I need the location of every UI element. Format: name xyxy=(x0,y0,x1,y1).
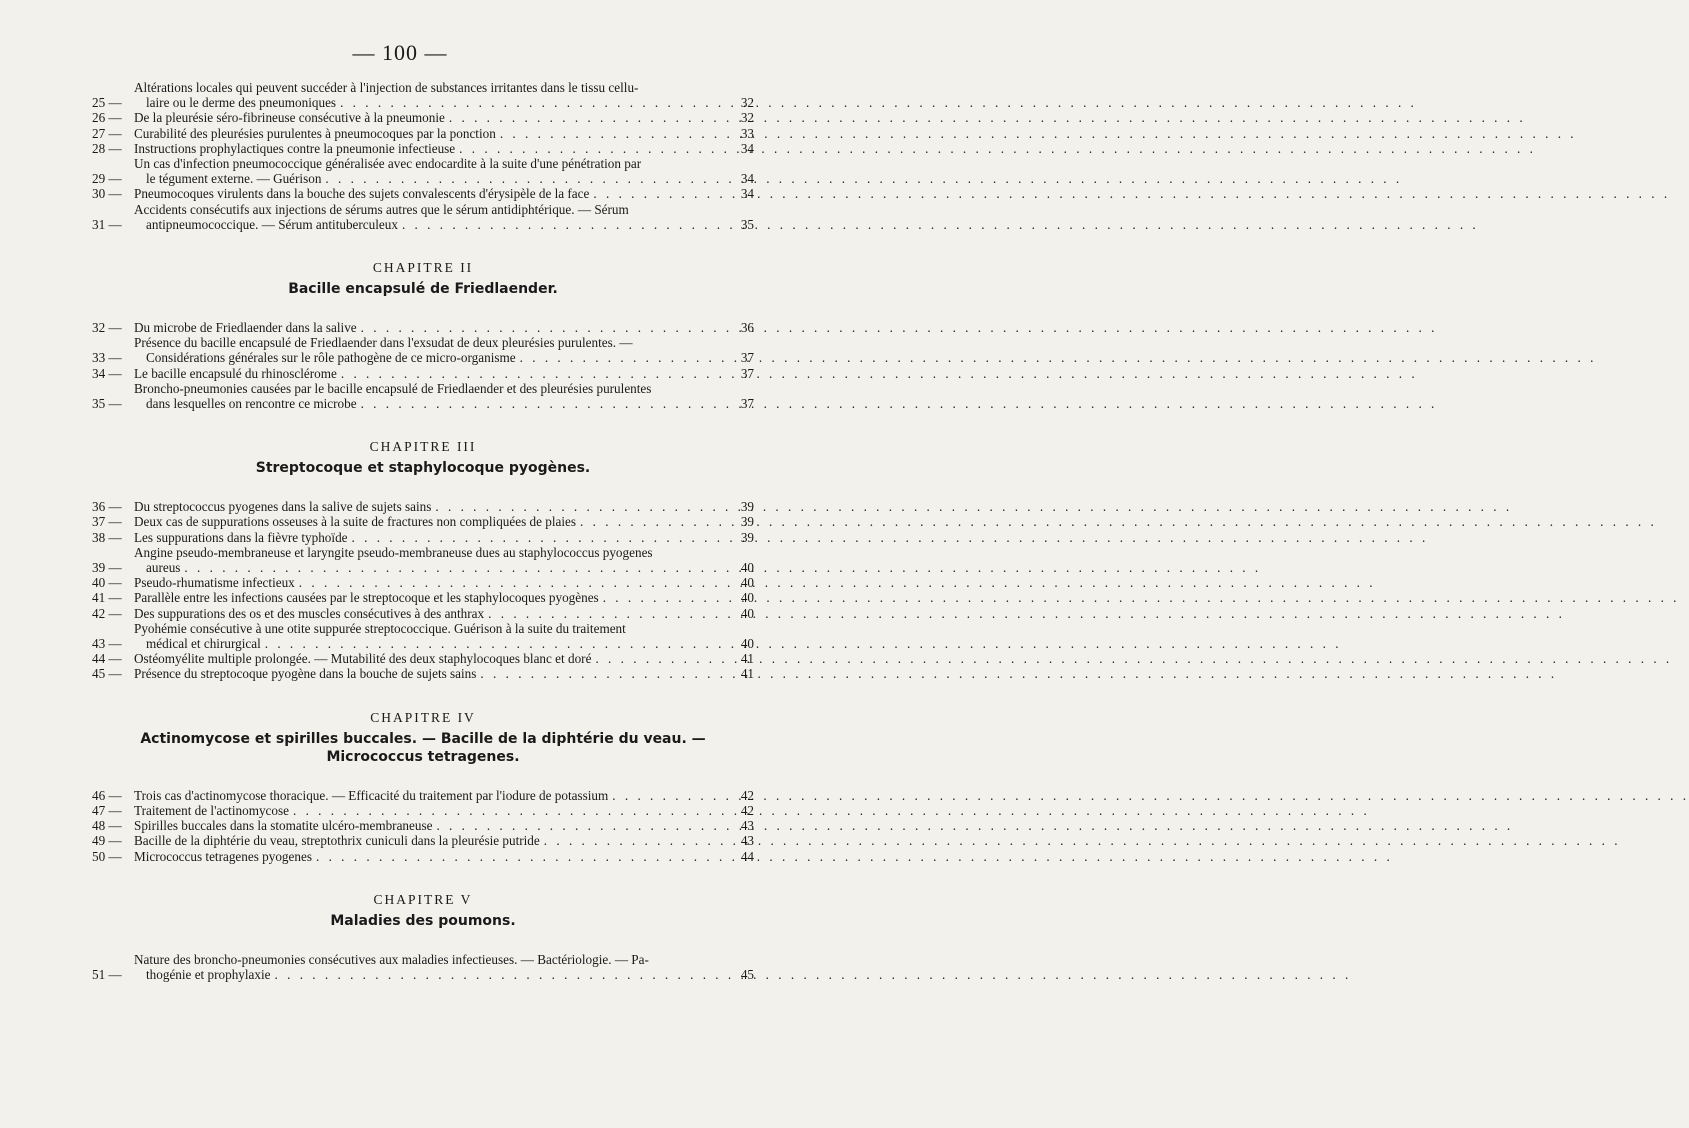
entry-number: 28 — xyxy=(92,140,122,156)
entry-page-number: 40 xyxy=(740,575,754,591)
toc-entry[interactable] xyxy=(92,366,754,381)
toc-entry[interactable] xyxy=(92,530,754,545)
dot-leader xyxy=(316,849,1393,864)
entry-page-number: 43 xyxy=(740,833,754,849)
entry-number: 51 — xyxy=(92,966,122,982)
toc-entry[interactable] xyxy=(92,335,754,365)
entry-page-number: 42 xyxy=(740,802,754,818)
entry-leader-line xyxy=(134,788,730,803)
entry-title-end: dans lesquelles on rencontre ce microbe xyxy=(146,396,357,412)
chapter-title: Streptocoque et staphylocoque pyogènes. xyxy=(255,460,591,477)
entry-body xyxy=(134,803,730,818)
toc-entry[interactable] xyxy=(92,803,754,818)
dot-leader xyxy=(340,95,1417,110)
entry-leader-line xyxy=(134,366,730,381)
dot-leader xyxy=(480,666,1557,681)
toc-entry[interactable] xyxy=(92,952,754,982)
entry-page-number: 40 xyxy=(740,605,754,621)
entry-body xyxy=(134,335,730,365)
entry-page-number: 35 xyxy=(740,216,754,232)
entry-leader-line xyxy=(134,126,730,141)
dot-leader xyxy=(544,833,1621,848)
entry-title-end: Présence du streptocoque pyogène dans la bouche de sujets sains xyxy=(134,666,477,682)
entry-number: 42 — xyxy=(92,605,122,621)
entry-leader-line xyxy=(134,217,730,232)
toc-entry[interactable] xyxy=(92,590,754,605)
chapter-title: Maladies des poumons. xyxy=(330,912,516,929)
entry-leader-line xyxy=(134,666,730,681)
entry-body xyxy=(134,141,730,156)
entry-title-end: Du streptococcus pyogenes dans la salive de sujets sains xyxy=(134,499,432,515)
entry-number: 49 — xyxy=(92,833,122,849)
entry-page-number: 36 xyxy=(740,320,754,336)
entry-title-line: Nature des broncho-pneumonies consécutives aux maladies infectieuses. — Bactériologie. — Pa- xyxy=(134,951,649,967)
entry-body xyxy=(134,320,730,335)
entry-title-end: Trois cas d'actinomycose thoracique. — Efficacité du traitement par l'iodure de potassium xyxy=(134,787,609,803)
entry-body xyxy=(134,202,730,232)
entry-title-end: Traitement de l'actinomycose xyxy=(134,802,289,818)
entry-page-number: 34 xyxy=(740,140,754,156)
entry-number: 34 — xyxy=(92,365,122,381)
entry-body xyxy=(134,590,730,605)
entry-title-line: Accidents consécutifs aux injections de sérums autres que le sérum antidiphtérique. — Sérum xyxy=(134,201,629,217)
dot-leader xyxy=(500,126,1577,141)
entry-title-line: Pyohémie consécutive à une otite suppurée streptococcique. Guérison à la suite du traitement xyxy=(134,620,626,636)
entry-leader-line xyxy=(134,967,730,982)
entry-page-number: 39 xyxy=(740,499,754,515)
entry-number: 41 — xyxy=(92,590,122,606)
dot-leader xyxy=(436,818,1513,833)
dot-leader xyxy=(593,186,1670,201)
entry-body xyxy=(134,499,730,514)
entry-leader-line xyxy=(134,350,730,365)
toc-entry[interactable] xyxy=(92,141,754,156)
dot-leader xyxy=(299,575,1376,590)
entry-page-number: 39 xyxy=(740,514,754,530)
entry-number: 29 — xyxy=(92,171,122,187)
toc-entry[interactable] xyxy=(92,80,754,110)
entry-leader-line xyxy=(134,590,730,605)
entry-title-end: De la pleurésie séro-fibrineuse consécutive à la pneumonie xyxy=(134,110,445,126)
toc-entry[interactable] xyxy=(92,381,754,411)
entry-page-number: 37 xyxy=(740,365,754,381)
entry-title-end: Deux cas de suppurations osseuses à la suite de fractures non compliquées de plaies xyxy=(134,514,577,530)
entry-number: 31 — xyxy=(92,216,122,232)
dot-leader xyxy=(520,350,1597,365)
entry-title-end: laire ou le derme des pneumoniques xyxy=(146,95,337,111)
entry-page-number: 32 xyxy=(740,110,754,126)
entry-leader-line xyxy=(134,818,730,833)
entry-body xyxy=(134,833,730,848)
chapter-title: Actinomycose et spirilles buccales. — Bacille de la diphtérie du veau. — Micrococcus tetragenes. xyxy=(140,730,706,765)
toc-entry[interactable] xyxy=(92,651,754,666)
toc-entry[interactable] xyxy=(92,849,754,864)
entry-number: 40 — xyxy=(92,575,122,591)
toc-entry[interactable] xyxy=(92,320,754,335)
toc-entry[interactable] xyxy=(92,186,754,201)
entry-number: 32 — xyxy=(92,320,122,336)
page-number: — 100 — xyxy=(352,40,448,65)
toc-entry[interactable] xyxy=(92,126,754,141)
entry-title-line: Un cas d'infection pneumococcique généralisée avec endocardite à la suite d'une pénétration par xyxy=(134,156,642,172)
entry-body xyxy=(134,606,730,621)
entry-title-line: Présence du bacille encapsulé de Friedlaender dans l'exsudat de deux pleurésies purulentes. — xyxy=(134,335,633,351)
entry-leader-line xyxy=(134,803,730,818)
dot-leader xyxy=(402,217,1479,232)
toc-section xyxy=(92,710,754,864)
chapter-heading: CHAPITRE IV xyxy=(370,709,476,725)
chapter-heading: CHAPITRE V xyxy=(373,891,473,907)
entry-title-end: Du microbe de Friedlaender dans la salive xyxy=(134,320,357,336)
toc-entry[interactable] xyxy=(92,788,754,803)
dot-leader xyxy=(488,606,1565,621)
entry-number: 45 — xyxy=(92,666,122,682)
entry-title-end: le tégument externe. — Guérison xyxy=(146,171,322,187)
entry-title-end: Ostéomyélite multiple prolongée. — Mutabilité des deux staphylocoques blanc et doré xyxy=(134,651,592,667)
entry-page-number: 32 xyxy=(740,95,754,111)
toc-section xyxy=(92,892,754,982)
toc-section xyxy=(92,260,754,411)
dot-leader xyxy=(341,366,1418,381)
entry-number: 48 — xyxy=(92,818,122,834)
entry-leader-line xyxy=(134,514,730,529)
dot-leader xyxy=(293,803,1370,818)
dot-leader xyxy=(459,141,1536,156)
entry-body xyxy=(134,110,730,125)
entry-page-number: 44 xyxy=(740,848,754,864)
entry-body xyxy=(134,952,730,982)
entry-number: 46 — xyxy=(92,787,122,803)
entry-title-line: Broncho-pneumonies causées par le bacille encapsulé de Friedlaender et des pleurésies purulentes xyxy=(134,380,652,396)
dot-leader xyxy=(449,110,1526,125)
entry-number: 50 — xyxy=(92,848,122,864)
entry-body xyxy=(134,126,730,141)
toc-entry[interactable] xyxy=(92,833,754,848)
entry-number: 36 — xyxy=(92,499,122,515)
entry-title-end: Instructions prophylactiques contre la pneumonie infectieuse xyxy=(134,140,456,156)
entry-title-end: Curabilité des pleurésies purulentes à pneumocoques par la ponction xyxy=(134,125,496,141)
entry-body xyxy=(134,80,730,110)
entry-page-number: 37 xyxy=(740,396,754,412)
entry-body xyxy=(134,666,730,681)
dot-leader xyxy=(603,590,1680,605)
entry-number: 26 — xyxy=(92,110,122,126)
entry-page-number: 40 xyxy=(740,636,754,652)
entry-number: 38 — xyxy=(92,529,122,545)
dot-leader xyxy=(265,636,1342,651)
entry-leader-line xyxy=(134,396,730,411)
entry-title-line: Altérations locales qui peuvent succéder à l'injection de substances irritantes dans le tissu cellu- xyxy=(134,80,639,95)
entry-page-number: 43 xyxy=(740,818,754,834)
entry-page-number: 40 xyxy=(740,560,754,576)
entry-body xyxy=(134,651,730,666)
chapter-title: Bacille encapsulé de Friedlaender. xyxy=(288,281,558,298)
entry-body xyxy=(134,818,730,833)
toc-section xyxy=(92,439,754,681)
entry-number: 39 — xyxy=(92,560,122,576)
entry-leader-line xyxy=(134,110,730,125)
entry-number: 35 — xyxy=(92,396,122,412)
entry-body xyxy=(134,621,730,651)
entry-number: 43 — xyxy=(92,636,122,652)
entry-title-end: Parallèle entre les infections causées par le streptocoque et les staphylocoques pyogènes xyxy=(134,590,599,606)
entry-page-number: 42 xyxy=(740,787,754,803)
entry-number: 44 — xyxy=(92,651,122,667)
toc-entry[interactable] xyxy=(92,818,754,833)
dot-leader xyxy=(595,651,1672,666)
entry-title-end: Pneumocoques virulents dans la bouche des sujets convalescents d'érysipèle de la face xyxy=(134,186,590,202)
entry-page-number: 41 xyxy=(740,651,754,667)
entry-title-line: Angine pseudo-membraneuse et laryngite pseudo-membraneuse dues au staphylococcus pyogenes xyxy=(134,544,653,560)
entry-title-end: antipneumococcique. — Sérum antituberculeux xyxy=(146,216,398,232)
entry-number: 33 — xyxy=(92,350,122,366)
toc-entry[interactable] xyxy=(92,156,754,186)
entry-body xyxy=(134,186,730,201)
document-page xyxy=(0,0,800,1128)
entry-page-number: 33 xyxy=(740,125,754,141)
entry-leader-line xyxy=(134,606,730,621)
entry-title-end: Le bacille encapsulé du rhinosclérome xyxy=(134,365,337,381)
entry-page-number: 34 xyxy=(740,186,754,202)
chapter-heading: CHAPITRE II xyxy=(372,260,474,276)
entry-number: 47 — xyxy=(92,802,122,818)
entry-leader-line xyxy=(134,849,730,864)
entry-title-end: Micrococcus tetragenes pyogenes xyxy=(134,848,312,864)
dot-leader xyxy=(184,560,1261,575)
entry-body xyxy=(134,849,730,864)
entry-leader-line xyxy=(134,171,730,186)
toc-entry[interactable] xyxy=(92,202,754,232)
toc-entry[interactable] xyxy=(92,514,754,529)
entry-title-end: aureus xyxy=(146,560,181,576)
entry-number: 27 — xyxy=(92,125,122,141)
entry-leader-line xyxy=(134,651,730,666)
toc-entry[interactable] xyxy=(92,621,754,651)
entry-page-number: 39 xyxy=(740,529,754,545)
entry-body xyxy=(134,381,730,411)
entry-leader-line xyxy=(134,575,730,590)
entry-leader-line xyxy=(134,320,730,335)
entry-number: 37 — xyxy=(92,514,122,530)
dot-leader xyxy=(361,320,1438,335)
table-of-contents xyxy=(92,80,754,982)
dot-leader xyxy=(435,499,1512,514)
entry-body xyxy=(134,514,730,529)
entry-body xyxy=(134,545,730,575)
entry-title-end: Pseudo-rhumatisme infectieux xyxy=(134,575,295,591)
toc-entry[interactable] xyxy=(92,606,754,621)
dot-leader xyxy=(325,171,1402,186)
dot-leader xyxy=(352,530,1429,545)
entry-title-end: thogénie et prophylaxie xyxy=(146,966,271,982)
dot-leader xyxy=(612,788,1689,803)
entry-leader-line xyxy=(134,186,730,201)
toc-section xyxy=(92,80,754,232)
entry-number: 25 — xyxy=(92,95,122,111)
entry-title-end: Considérations générales sur le rôle pathogène de ce micro-organisme xyxy=(146,350,516,366)
entry-leader-line xyxy=(134,560,730,575)
toc-entry[interactable] xyxy=(92,575,754,590)
entry-title-end: médical et chirurgical xyxy=(146,636,261,652)
entry-title-end: Les suppurations dans la fièvre typhoïde xyxy=(134,529,348,545)
entry-leader-line xyxy=(134,499,730,514)
entry-page-number: 37 xyxy=(740,350,754,366)
entry-body xyxy=(134,788,730,803)
toc-entry[interactable] xyxy=(92,499,754,514)
entry-body xyxy=(134,575,730,590)
entry-number: 30 — xyxy=(92,186,122,202)
entry-body xyxy=(134,156,730,186)
entry-leader-line xyxy=(134,141,730,156)
entry-title-end: Des suppurations des os et des muscles consécutives à des anthrax xyxy=(134,605,485,621)
toc-entry[interactable] xyxy=(92,110,754,125)
entry-body xyxy=(134,366,730,381)
dot-leader xyxy=(275,967,1352,982)
entry-page-number: 45 xyxy=(740,966,754,982)
entry-leader-line xyxy=(134,95,730,110)
entry-body xyxy=(134,530,730,545)
entry-leader-line xyxy=(134,833,730,848)
entry-page-number: 41 xyxy=(740,666,754,682)
entry-title-end: Bacille de la diphtérie du veau, streptothrix cuniculi dans la pleurésie putride xyxy=(134,833,540,849)
entry-leader-line xyxy=(134,636,730,651)
entry-leader-line xyxy=(134,530,730,545)
toc-entry[interactable] xyxy=(92,666,754,681)
toc-entry[interactable] xyxy=(92,545,754,575)
entry-page-number: 34 xyxy=(740,171,754,187)
entry-title-end: Spirilles buccales dans la stomatite ulcéro-membraneuse xyxy=(134,818,433,834)
entry-page-number: 40 xyxy=(740,590,754,606)
dot-leader xyxy=(361,396,1438,411)
chapter-heading: CHAPITRE III xyxy=(369,439,477,455)
